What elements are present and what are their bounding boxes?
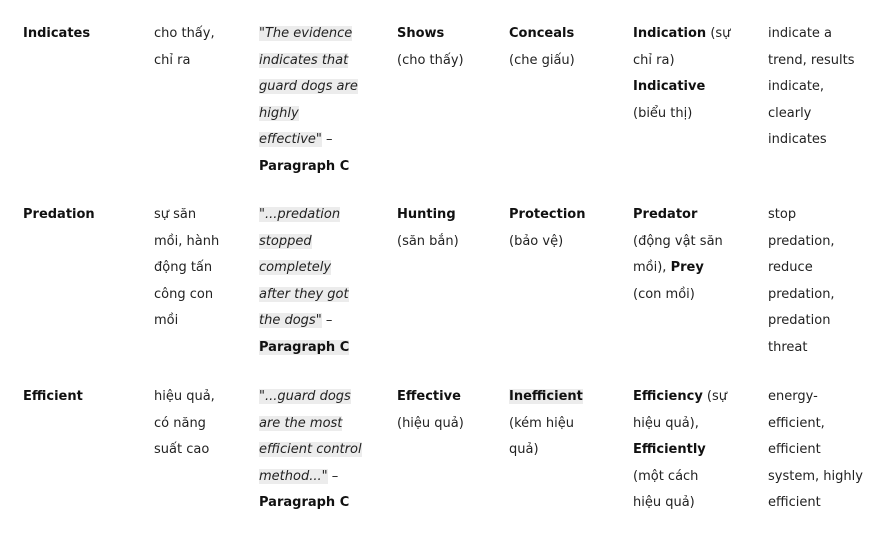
collocation-line: system, highly xyxy=(768,468,863,484)
meaning-line: suất cao xyxy=(154,442,210,457)
antonym-meaning: (che giấu) xyxy=(509,52,575,68)
antonym-meaning: quả) xyxy=(509,442,539,457)
family-word: Efficiently xyxy=(633,442,706,457)
meaning-line: chỉ ra xyxy=(154,52,191,68)
word-family-cell xyxy=(633,202,761,308)
collocation-line: reduce xyxy=(768,260,813,275)
family-word: Predator xyxy=(633,207,698,222)
synonym: Effective xyxy=(397,389,461,404)
meaning-cell xyxy=(154,21,249,74)
antonym-cell xyxy=(509,21,624,74)
word-cell xyxy=(23,384,143,411)
quote-line: the dogs" xyxy=(259,313,322,328)
collocation-cell xyxy=(768,384,873,517)
collocation-line: clearly xyxy=(768,105,812,121)
word-cell xyxy=(23,21,143,48)
quote-line: indicates that xyxy=(259,52,349,68)
antonym-meaning: (kém hiệu xyxy=(509,415,575,431)
family-word: Indication xyxy=(633,26,707,41)
family-word-meaning: (một cách xyxy=(633,468,699,484)
meaning-line: mồi, hành xyxy=(154,233,220,249)
antonym-cell xyxy=(509,202,624,255)
quote-separator: – xyxy=(327,468,339,484)
family-word: Efficiency xyxy=(633,389,703,404)
quote-line: "The evidence xyxy=(259,26,353,41)
family-word-meaning: (động vật săn xyxy=(633,233,723,249)
quote-source: Paragraph C xyxy=(259,339,350,355)
synonym: Hunting xyxy=(397,207,456,222)
quote-line: after they got xyxy=(259,286,349,302)
meaning-cell xyxy=(154,202,249,335)
antonym: Inefficient xyxy=(509,389,583,404)
collocation-line: efficient xyxy=(768,495,821,510)
quote-line: stopped xyxy=(259,233,312,249)
meaning-line: sự săn xyxy=(154,207,197,222)
antonym-cell xyxy=(509,384,624,464)
family-word: Prey xyxy=(670,260,704,275)
quote-line: "...predation xyxy=(259,207,341,222)
collocation-line: predation, xyxy=(768,286,835,302)
family-word-meaning: chỉ ra) xyxy=(633,52,675,68)
quote-separator: – xyxy=(321,313,333,328)
quote-line: guard dogs are xyxy=(259,79,358,94)
collocation-line: threat xyxy=(768,339,808,355)
quote-line: method..." xyxy=(259,468,328,484)
collocation-cell xyxy=(768,21,873,154)
quote-source: Paragraph C xyxy=(259,495,350,510)
word: Indicates xyxy=(23,26,91,41)
quote-line: efficient control xyxy=(259,442,362,457)
meaning-line: mồi xyxy=(154,313,179,328)
quote-line: are the most xyxy=(259,415,343,431)
collocation-line: stop xyxy=(768,207,797,222)
synonym-meaning: (săn bắn) xyxy=(397,233,459,249)
quote-cell xyxy=(259,21,389,180)
meaning-line: cho thấy, xyxy=(154,26,215,41)
antonym: Protection xyxy=(509,207,586,222)
word: Efficient xyxy=(23,389,83,404)
family-word-meaning: hiệu quả) xyxy=(633,495,695,510)
family-word-meaning: (biểu thị) xyxy=(633,105,693,121)
antonym-meaning: (bảo vệ) xyxy=(509,233,564,249)
synonym-cell xyxy=(397,21,502,74)
quote-line: highly xyxy=(259,105,299,121)
quote-source: Paragraph C xyxy=(259,158,350,174)
collocation-line: predation xyxy=(768,313,831,328)
synonym: Shows xyxy=(397,26,445,41)
word: Predation xyxy=(23,207,95,222)
synonym-cell xyxy=(397,202,502,255)
meaning-cell xyxy=(154,384,249,464)
quote-line: completely xyxy=(259,260,332,275)
collocation-line: trend, results xyxy=(768,52,855,68)
collocation-cell xyxy=(768,202,873,361)
family-word-meaning: hiệu quả), xyxy=(633,415,699,431)
synonym-meaning: (hiệu quả) xyxy=(397,415,464,431)
word-family-cell xyxy=(633,384,761,517)
collocation-line: efficient xyxy=(768,442,821,457)
family-word-meaning: mồi), xyxy=(633,260,671,275)
family-word-meaning: (sự xyxy=(706,26,731,41)
collocation-line: efficient, xyxy=(768,415,825,431)
quote-line: effective" xyxy=(259,132,322,147)
meaning-line: động tấn xyxy=(154,260,213,275)
meaning-line: công con xyxy=(154,286,214,302)
collocation-line: predation, xyxy=(768,233,835,249)
quote-cell xyxy=(259,202,389,361)
meaning-line: có năng xyxy=(154,415,206,431)
meaning-line: hiệu quả, xyxy=(154,389,215,404)
synonym-cell xyxy=(397,384,502,437)
family-word-meaning: (con mồi) xyxy=(633,286,695,302)
family-word-meaning: (sự xyxy=(702,389,728,404)
family-word: Indicative xyxy=(633,79,706,94)
collocation-line: indicate a xyxy=(768,26,833,41)
quote-separator: – xyxy=(321,132,333,147)
word-cell xyxy=(23,202,143,229)
quote-line: "...guard dogs xyxy=(259,389,351,404)
antonym: Conceals xyxy=(509,26,575,41)
word-family-cell xyxy=(633,21,761,127)
quote-cell xyxy=(259,384,389,517)
synonym-meaning: (cho thấy) xyxy=(397,52,464,68)
collocation-line: indicate, xyxy=(768,79,825,94)
collocation-line: indicates xyxy=(768,132,827,147)
collocation-line: energy- xyxy=(768,389,818,404)
